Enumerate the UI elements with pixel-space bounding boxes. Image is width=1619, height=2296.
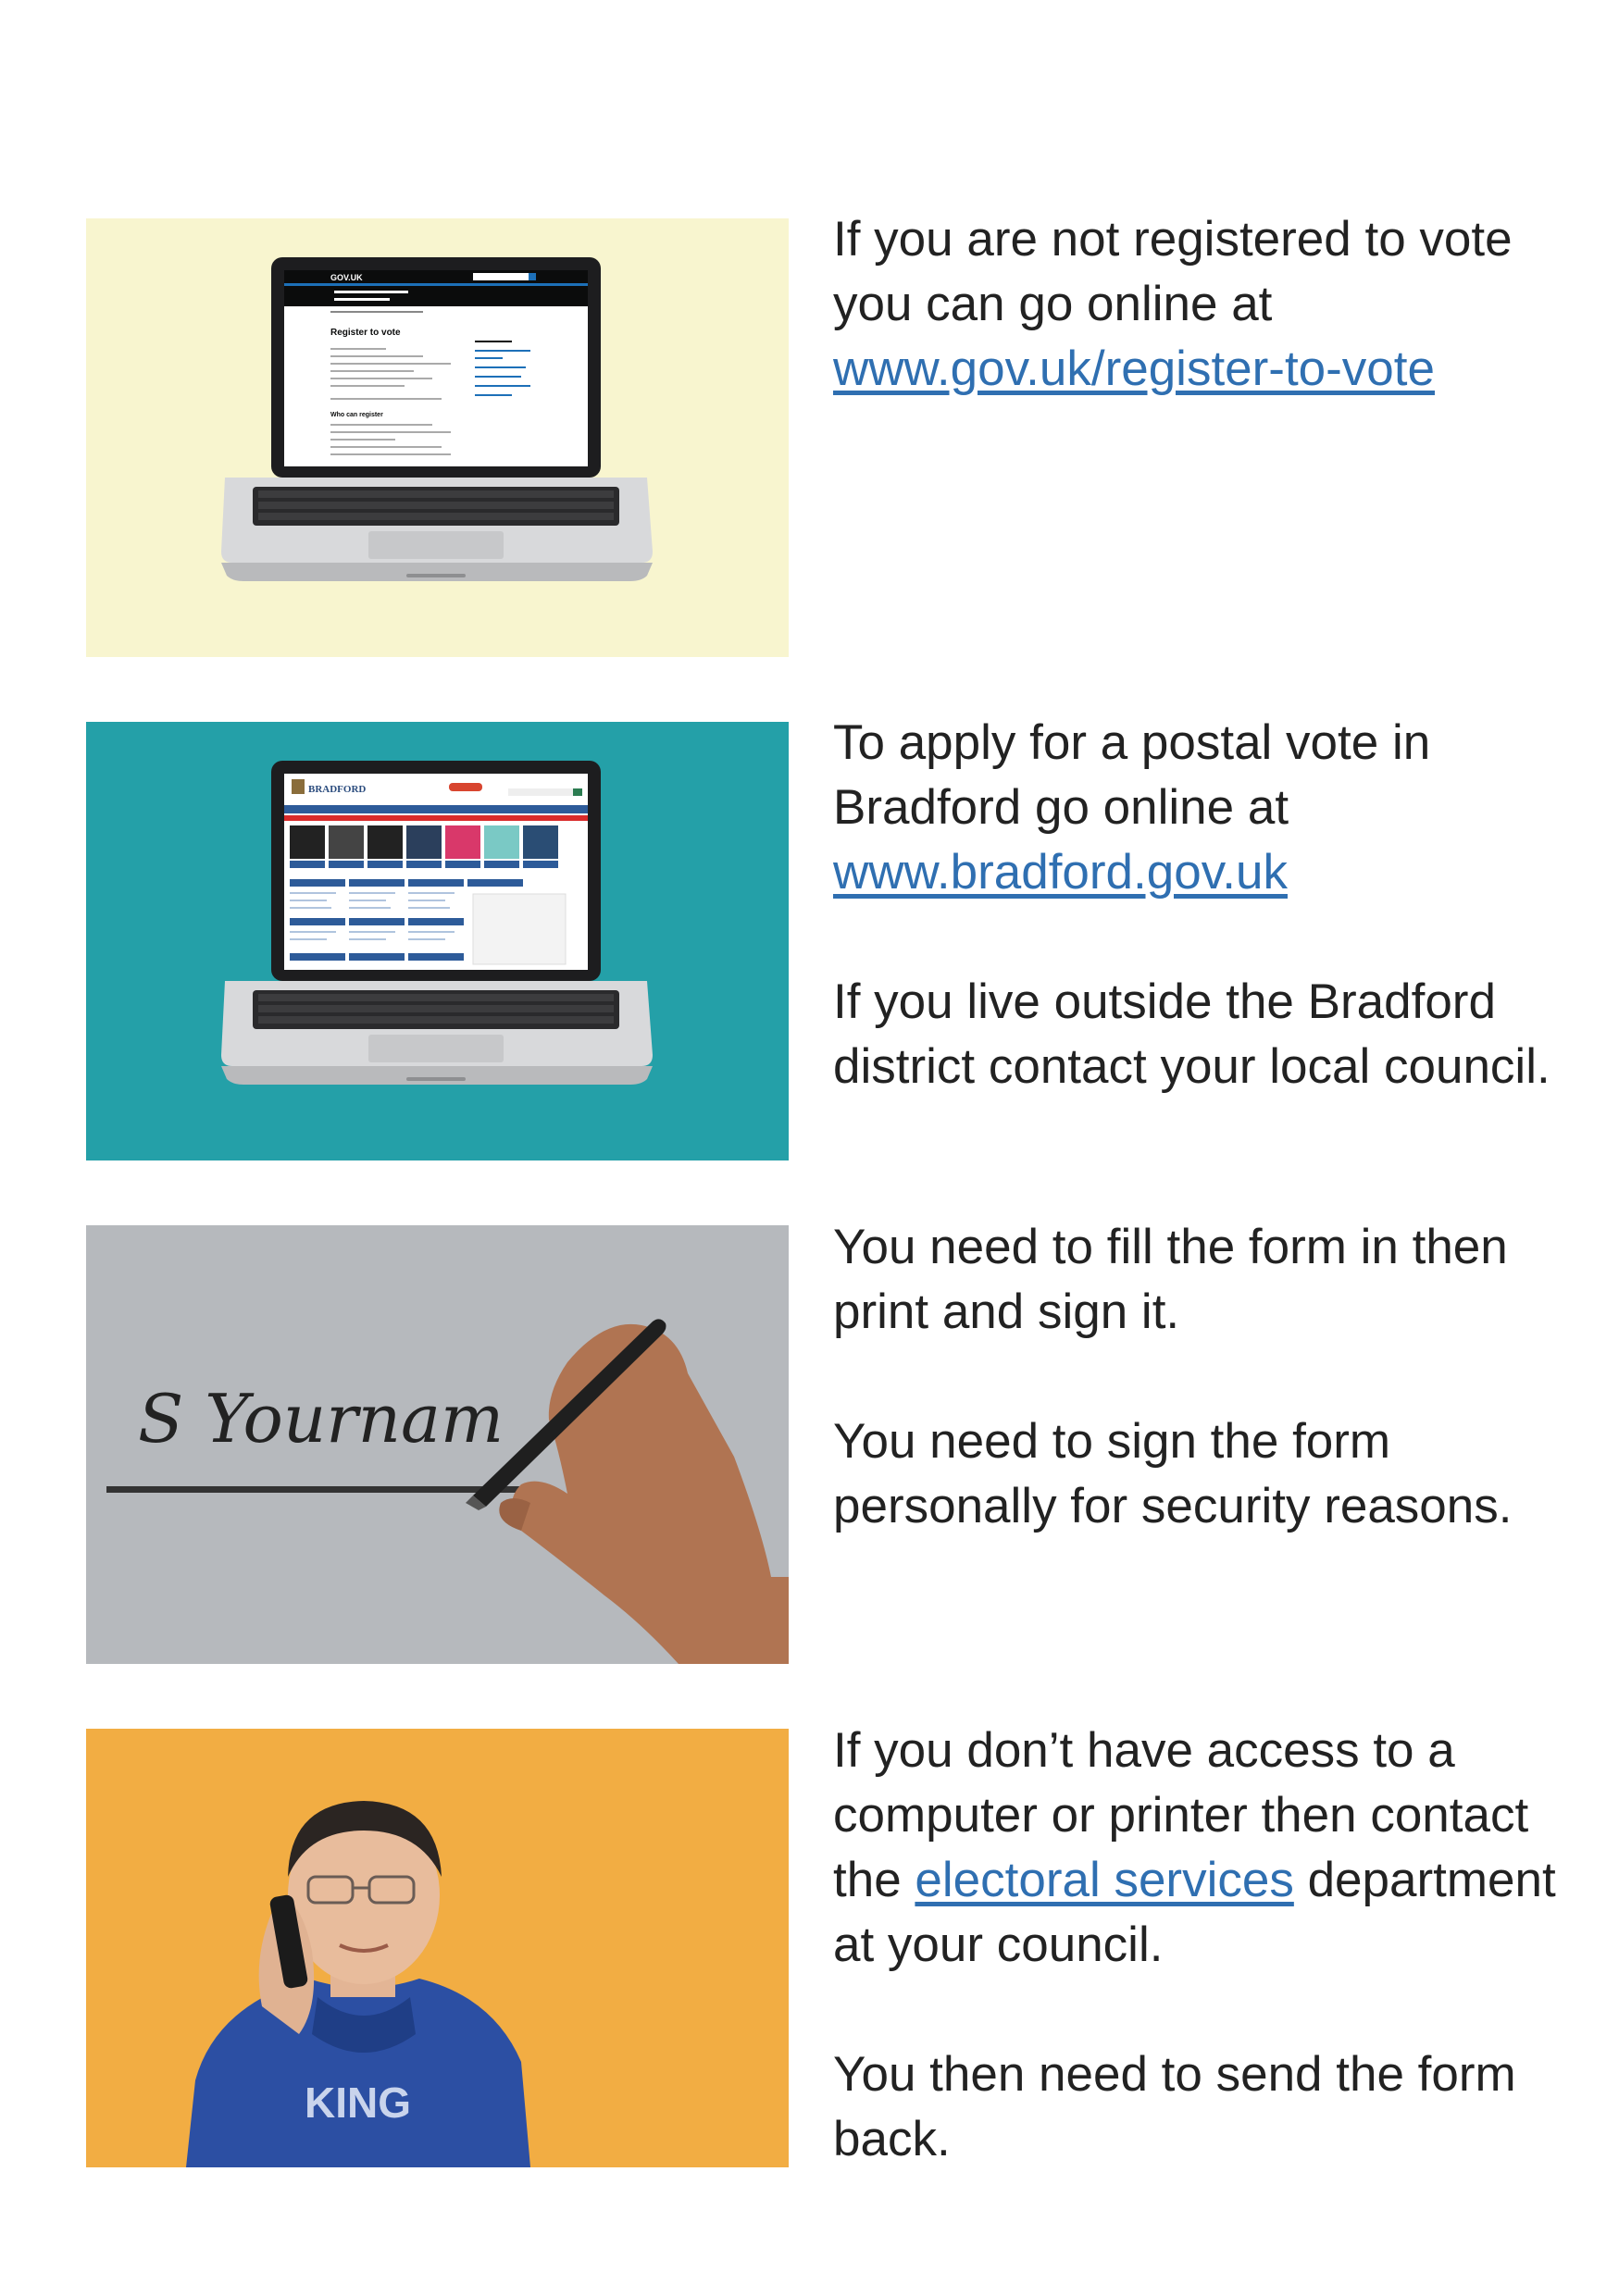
no-computer-paragraph — [833, 1719, 1592, 1978]
laptop-bradford-image — [86, 722, 789, 1160]
bradford-logo-text: BRADFORD — [308, 784, 367, 795]
sign-form-text — [833, 1215, 1592, 1539]
no-computer-text — [833, 1719, 1592, 2172]
govuk-page-heading: Register to vote — [330, 328, 401, 338]
shirt-text: KING — [305, 2079, 411, 2127]
postal-vote-text — [833, 711, 1592, 1099]
no-computer-intro: If you don’t have access to a computer or printer then contact the — [833, 1723, 1529, 1907]
postal-vote-paragraph — [833, 711, 1592, 905]
bradford-gov-link[interactable]: www.bradford.gov.uk — [833, 845, 1288, 900]
postal-vote-intro: To apply for a postal vote in Bradford go online at — [833, 715, 1431, 835]
register-to-vote-text — [833, 207, 1592, 402]
fill-form-paragraph: You need to fill the form in then print and sign it. — [833, 1220, 1508, 1339]
register-to-vote-link[interactable]: www.gov.uk/register-to-vote — [833, 341, 1435, 396]
send-form-back-paragraph: You then need to send the form back. — [833, 2047, 1516, 2166]
no-computer-outro: department at your council. — [833, 1853, 1556, 1972]
register-text: If you are not registered to vote you can go online at — [833, 212, 1513, 331]
signature-hand-image — [86, 1225, 789, 1664]
govuk-sub-heading: Who can register — [330, 412, 383, 418]
person-on-phone-image — [86, 1729, 789, 2167]
govuk-logo-text: GOV.UK — [330, 273, 363, 282]
laptop-govuk-image — [86, 218, 789, 657]
sign-personally-paragraph: You need to sign the form personally for security reasons. — [833, 1414, 1513, 1533]
signature-text: S Yournam — [138, 1380, 504, 1458]
electoral-services-link[interactable]: electoral services — [915, 1853, 1294, 1907]
outside-bradford-paragraph: If you live outside the Bradford district contact your local council. — [833, 974, 1551, 1094]
register-paragraph — [833, 207, 1592, 402]
